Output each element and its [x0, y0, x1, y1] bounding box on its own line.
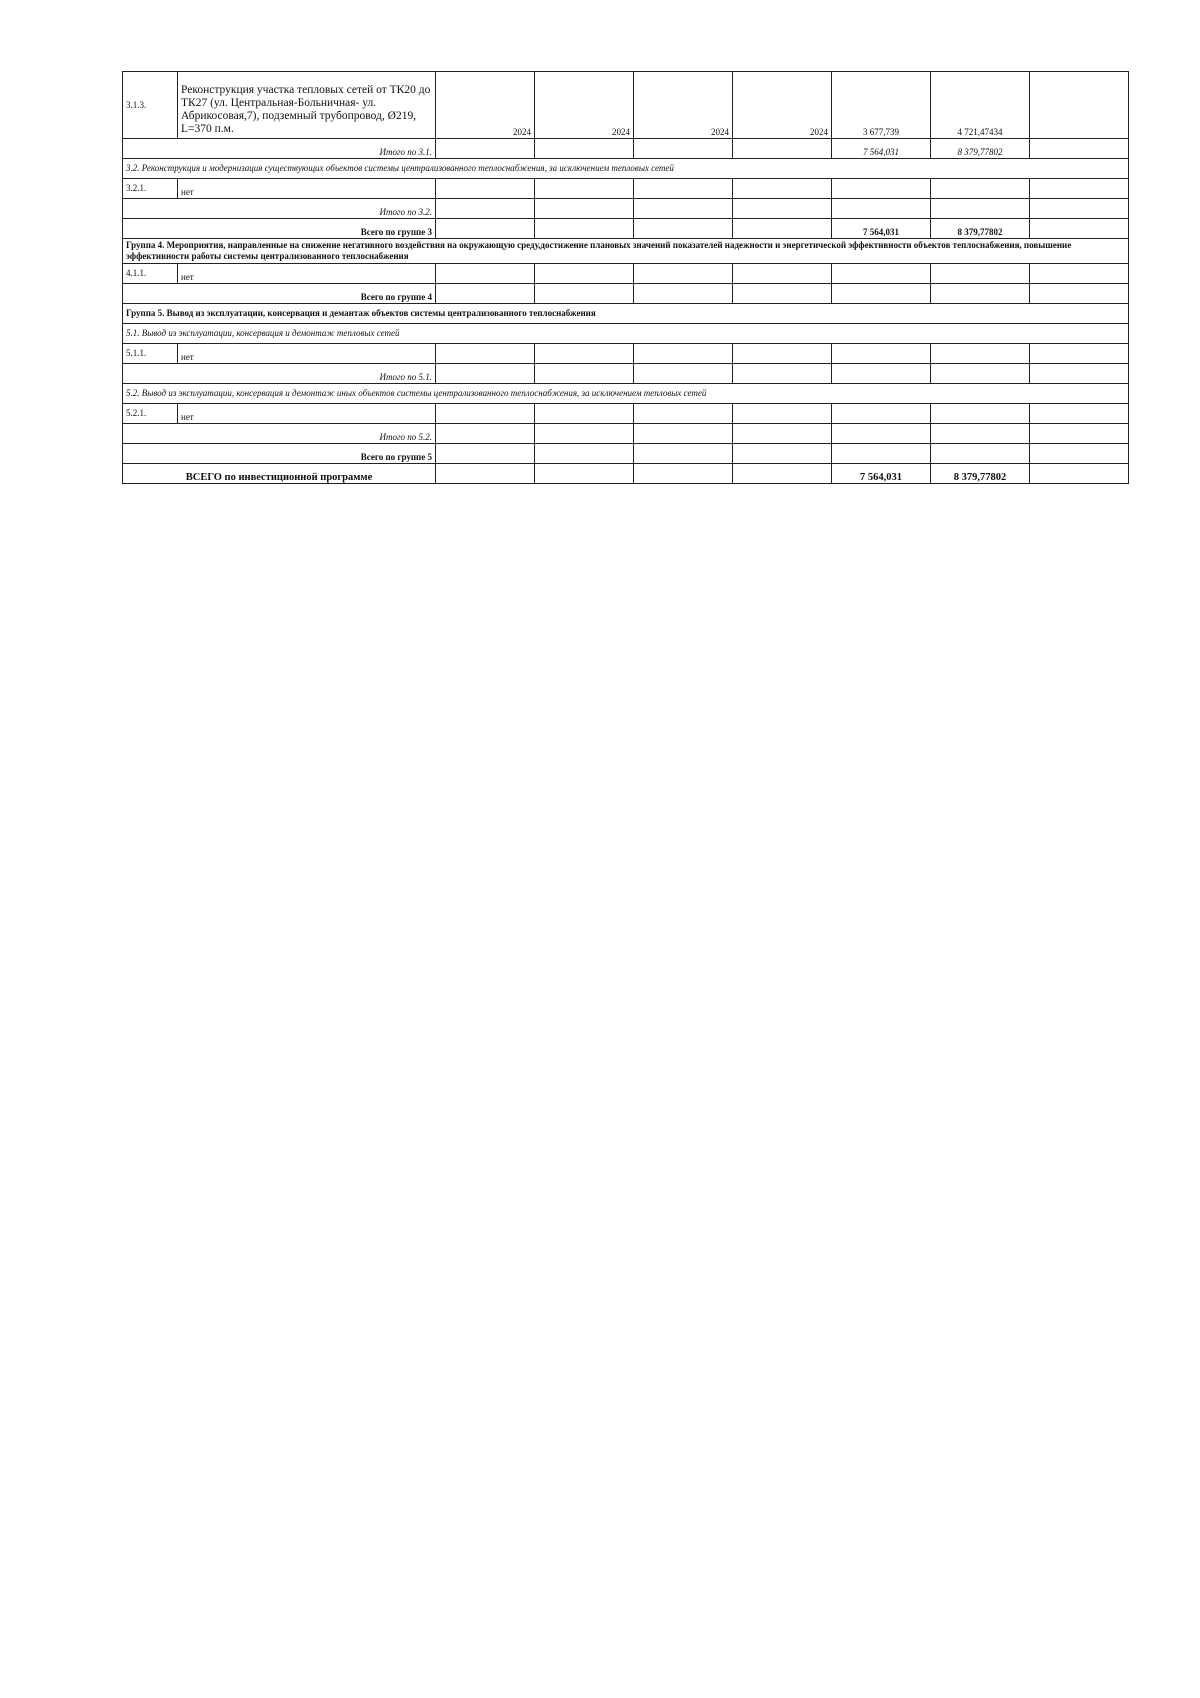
table-row-5-2-1	[123, 404, 1129, 424]
empty-cell	[931, 424, 1030, 444]
section-row-3-2	[123, 159, 1129, 179]
empty-cell	[634, 404, 733, 424]
value-cell: 3 677,739	[832, 72, 931, 139]
row-description: нет	[178, 404, 436, 424]
year-cell: 2024	[634, 72, 733, 139]
empty-cell	[733, 179, 832, 199]
section-row-5-2	[123, 384, 1129, 404]
value-cell: 4 721,47434	[931, 72, 1030, 139]
section-heading: 5.1. Вывод из эксплуатации, консервация и демонтаж тепловых сетей	[123, 324, 1129, 344]
empty-cell	[733, 464, 832, 484]
section-heading: 3.2. Реконструкция и модернизация существующих объектов системы централизованного теплоснабжения, за исключением тепловых сетей	[123, 159, 1129, 179]
empty-cell	[436, 444, 535, 464]
row-code: 3.2.1.	[123, 179, 178, 199]
empty-cell	[1030, 284, 1129, 304]
empty-cell	[436, 139, 535, 159]
empty-cell	[535, 464, 634, 484]
empty-cell	[733, 284, 832, 304]
group-heading: Группа 4. Мероприятия, направленные на снижение негативного воздействия на окружающую среду,достижение плановых значений показателей надежности и энергетической эффективности объектов теплоснабжения, повышение эффективности работы системы централизованного теплоснабжения	[123, 239, 1129, 264]
empty-cell	[1030, 404, 1129, 424]
empty-cell	[1030, 219, 1129, 239]
group-total-label: Всего по группе 3	[123, 219, 436, 239]
empty-cell	[634, 199, 733, 219]
empty-cell	[436, 264, 535, 284]
group-total-label: Всего по группе 5	[123, 444, 436, 464]
empty-cell	[436, 284, 535, 304]
empty-cell	[436, 464, 535, 484]
subtotal-label: Итого по 3.1.	[123, 139, 436, 159]
empty-cell	[733, 404, 832, 424]
empty-cell	[931, 179, 1030, 199]
empty-cell	[436, 424, 535, 444]
empty-cell	[634, 344, 733, 364]
empty-cell	[733, 139, 832, 159]
empty-cell	[1030, 264, 1129, 284]
group-header-row-4	[123, 239, 1129, 264]
empty-cell	[535, 444, 634, 464]
subtotal-label: Итого по 5.1.	[123, 364, 436, 384]
row-description: нет	[178, 179, 436, 199]
value-cell: 7 564,031	[832, 219, 931, 239]
value-cell: 8 379,77802	[931, 219, 1030, 239]
empty-cell	[832, 264, 931, 284]
empty-cell	[931, 284, 1030, 304]
empty-cell	[436, 179, 535, 199]
empty-cell	[1030, 179, 1129, 199]
year-cell: 2024	[733, 72, 832, 139]
empty-cell	[634, 364, 733, 384]
table-row-5-1-1	[123, 344, 1129, 364]
empty-cell	[436, 199, 535, 219]
empty-cell	[634, 264, 733, 284]
empty-cell	[1030, 464, 1129, 484]
empty-cell	[832, 364, 931, 384]
subtotal-row-3-1	[123, 139, 1129, 159]
row-description: Реконструкция участка тепловых сетей от ТК20 до ТК27 (ул. Центральная-Больничная- ул. Абрикосовая,7), подземный трубопровод, Ø219, L=370 п.м.	[178, 72, 436, 139]
empty-cell	[634, 179, 733, 199]
group-heading: Группа 5. Вывод из эксплуатации, консервация и демантаж объектов системы централизованного теплоснабжения	[123, 304, 1129, 324]
empty-cell	[733, 344, 832, 364]
empty-cell	[535, 219, 634, 239]
empty-cell	[535, 139, 634, 159]
empty-cell	[535, 364, 634, 384]
empty-cell	[733, 264, 832, 284]
subtotal-row-5-2	[123, 424, 1129, 444]
empty-cell	[634, 284, 733, 304]
empty-cell	[1030, 364, 1129, 384]
empty-cell	[535, 284, 634, 304]
investment-program-table	[122, 71, 1129, 484]
empty-cell	[832, 444, 931, 464]
empty-cell	[931, 199, 1030, 219]
group-total-row-3	[123, 219, 1129, 239]
grand-total-row	[123, 464, 1129, 484]
grand-total-value: 7 564,031	[832, 464, 931, 484]
empty-cell	[1030, 72, 1129, 139]
table-row-4-1-1	[123, 264, 1129, 284]
empty-cell	[634, 464, 733, 484]
empty-cell	[436, 344, 535, 364]
section-row-5-1	[123, 324, 1129, 344]
group-header-row-5	[123, 304, 1129, 324]
grand-total-label: ВСЕГО по инвестиционной программе	[123, 464, 436, 484]
subtotal-row-5-1	[123, 364, 1129, 384]
empty-cell	[931, 264, 1030, 284]
empty-cell	[1030, 444, 1129, 464]
value-cell: 7 564,031	[832, 139, 931, 159]
group-total-label: Всего по группе 4	[123, 284, 436, 304]
empty-cell	[832, 179, 931, 199]
row-code: 5.2.1.	[123, 404, 178, 424]
empty-cell	[931, 364, 1030, 384]
empty-cell	[436, 404, 535, 424]
group-total-row-5	[123, 444, 1129, 464]
empty-cell	[535, 344, 634, 364]
subtotal-row-3-2	[123, 199, 1129, 219]
empty-cell	[535, 179, 634, 199]
empty-cell	[634, 139, 733, 159]
row-description: нет	[178, 264, 436, 284]
row-code: 5.1.1.	[123, 344, 178, 364]
empty-cell	[436, 219, 535, 239]
empty-cell	[535, 199, 634, 219]
empty-cell	[832, 199, 931, 219]
empty-cell	[535, 404, 634, 424]
empty-cell	[634, 219, 733, 239]
empty-cell	[832, 284, 931, 304]
empty-cell	[436, 364, 535, 384]
empty-cell	[832, 404, 931, 424]
table-row-3-2-1	[123, 179, 1129, 199]
row-code: 4.1.1.	[123, 264, 178, 284]
empty-cell	[832, 344, 931, 364]
row-description: нет	[178, 344, 436, 364]
value-cell: 8 379,77802	[931, 139, 1030, 159]
empty-cell	[1030, 199, 1129, 219]
empty-cell	[931, 344, 1030, 364]
section-heading: 5.2. Вывод из эксплуатации, консервация и демонтаж иных объектов системы централизованного теплоснабжения, за исключением тепловых сетей	[123, 384, 1129, 404]
empty-cell	[1030, 424, 1129, 444]
empty-cell	[1030, 139, 1129, 159]
grand-total-value: 8 379,77802	[931, 464, 1030, 484]
row-code: 3.1.3.	[123, 72, 178, 139]
empty-cell	[733, 424, 832, 444]
empty-cell	[733, 219, 832, 239]
group-total-row-4	[123, 284, 1129, 304]
subtotal-label: Итого по 5.2.	[123, 424, 436, 444]
empty-cell	[634, 444, 733, 464]
subtotal-label: Итого по 3.2.	[123, 199, 436, 219]
empty-cell	[733, 364, 832, 384]
empty-cell	[733, 199, 832, 219]
year-cell: 2024	[436, 72, 535, 139]
empty-cell	[931, 444, 1030, 464]
empty-cell	[832, 424, 931, 444]
empty-cell	[634, 424, 733, 444]
year-cell: 2024	[535, 72, 634, 139]
empty-cell	[535, 424, 634, 444]
table-row-3-1-3	[123, 72, 1129, 139]
empty-cell	[733, 444, 832, 464]
empty-cell	[1030, 344, 1129, 364]
empty-cell	[535, 264, 634, 284]
empty-cell	[931, 404, 1030, 424]
